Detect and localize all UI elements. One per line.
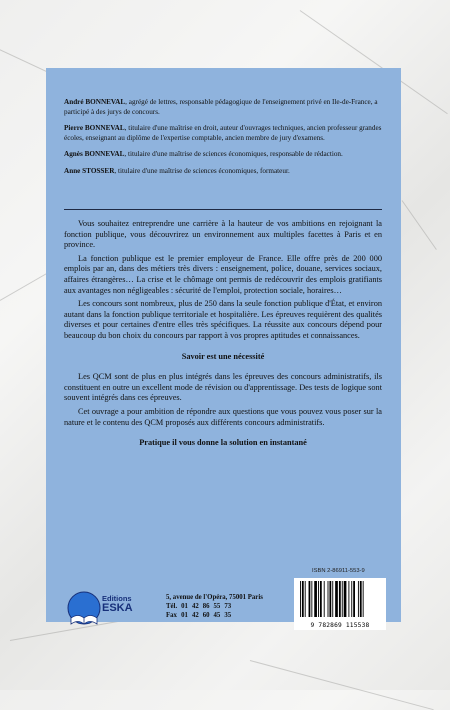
- street-address: 5, avenue de l'Opéra, 75001 Paris: [166, 594, 263, 601]
- author-entry: Pierre BONNEVAL, titulaire d'une maîtrise en droit, auteur d'ouvrages techniques, ancien professeur grandes écoles, enseignant au diplôme de l'expertise comptable, ancien membre de jury d'examens.: [64, 124, 382, 142]
- author-entry: André BONNEVAL, agrégé de lettres, responsable pédagogique de l'enseignement privé en Ile-de-France, a participé à des jurys de concours.: [64, 98, 378, 116]
- logo-line1: Editions: [102, 594, 132, 603]
- blurb-text: [64, 219, 382, 452]
- author-entry: Anne STOSSER, titulaire d'une maîtrise de sciences économiques, formateur.: [64, 166, 290, 175]
- barcode-bar: [309, 581, 311, 617]
- logo-line2: ESKA: [102, 602, 133, 614]
- author-entry: Agnès BONNEVAL, titulaire d'une maîtrise de sciences économiques, responsable de rédaction.: [64, 150, 343, 159]
- back-cover-panel: [46, 68, 401, 629]
- barcode-bar: [348, 581, 349, 617]
- barcode-bar: [320, 581, 322, 617]
- barcode-bar: [351, 581, 352, 617]
- barcode-bar: [305, 581, 306, 617]
- paragraph: Les QCM sont de plus en plus intégrés dans les épreuves des concours administratifs, ils constituent en outre un excellent mode de révision ou d'apprentissage. Des tests de logique sont souvent intégrés dans ces épreuves.: [64, 372, 382, 403]
- marble-vein: [0, 270, 52, 301]
- barcode-bar: [314, 581, 317, 617]
- paragraph: Vous souhaitez entreprendre une carrière à la hauteur de vos ambitions en rejoignant la fonction publique, vous découvrirez un environnement aux multiples facettes à Paris et en province.: [64, 219, 382, 250]
- publisher-logo: [66, 588, 164, 632]
- phone-row: Tél. 01 42 86 55 73: [166, 603, 232, 610]
- barcode-bar: [302, 581, 304, 617]
- barcode-bar: [318, 581, 319, 617]
- section-title: Savoir est une nécessité: [181, 351, 265, 361]
- publisher-address: [166, 593, 263, 620]
- barcode-bar: [353, 581, 355, 617]
- barcode-bar: [344, 581, 347, 617]
- barcode-bar: [363, 581, 364, 617]
- barcode-bars: [294, 578, 386, 622]
- author-list: [64, 98, 382, 184]
- barcode-bar: [300, 581, 301, 617]
- contact-table: [166, 602, 235, 620]
- barcode: [294, 578, 386, 630]
- isbn-label: ISBN 2-86911-553-9: [312, 568, 365, 574]
- marble-vein: [402, 200, 437, 250]
- barcode-bar: [339, 581, 341, 617]
- barcode-bar: [328, 581, 329, 617]
- paragraph: La fonction publique est le premier employeur de France. Elle offre près de 200 000 emplois par an, dans des métiers très divers : enseignement, police, douane, services sociaux, affaires étrangères… La crise et le chômage ont permis de redécouvrir des emplois gratifiants aux avantages non négligeables : sécurité de l'emploi, protection sociale, horaires…: [64, 253, 382, 295]
- barcode-bar: [329, 581, 331, 617]
- marble-vein: [250, 660, 434, 710]
- barcode-bar: [324, 581, 325, 617]
- barcode-bar: [335, 581, 338, 617]
- paragraph: Les concours sont nombreux, plus de 250 dans la seule fonction publique d'État, et environ autant dans la fonction publique territoriale et hospitalière. Les épreuves requièrent des qualités diverses et pour certaines d'entre elles très spécifiques. La réussite aux concours dépend pour beaucoup du bon choix du concours par rapport à vos propres aptitudes et connaissances.: [64, 299, 382, 340]
- barcode-digits: 9 782869 115538: [310, 622, 370, 629]
- barcode-bar: [311, 581, 312, 617]
- closing-line: Pratique il vous donne la solution en instantané: [139, 438, 307, 448]
- barcode-bar: [358, 581, 359, 617]
- barcode-bar: [342, 581, 343, 617]
- barcode-bar: [332, 581, 333, 617]
- fax-row: Fax 01 42 60 45 35: [166, 612, 232, 619]
- barcode-bar: [360, 581, 362, 617]
- book-globe-icon: [66, 588, 106, 632]
- divider: [64, 209, 382, 210]
- paragraph: Cet ouvrage a pour ambition de répondre aux questions que vous pouvez vous poser sur la nature et le contenu des QCM proposés aux différents concours administratifs.: [64, 406, 382, 427]
